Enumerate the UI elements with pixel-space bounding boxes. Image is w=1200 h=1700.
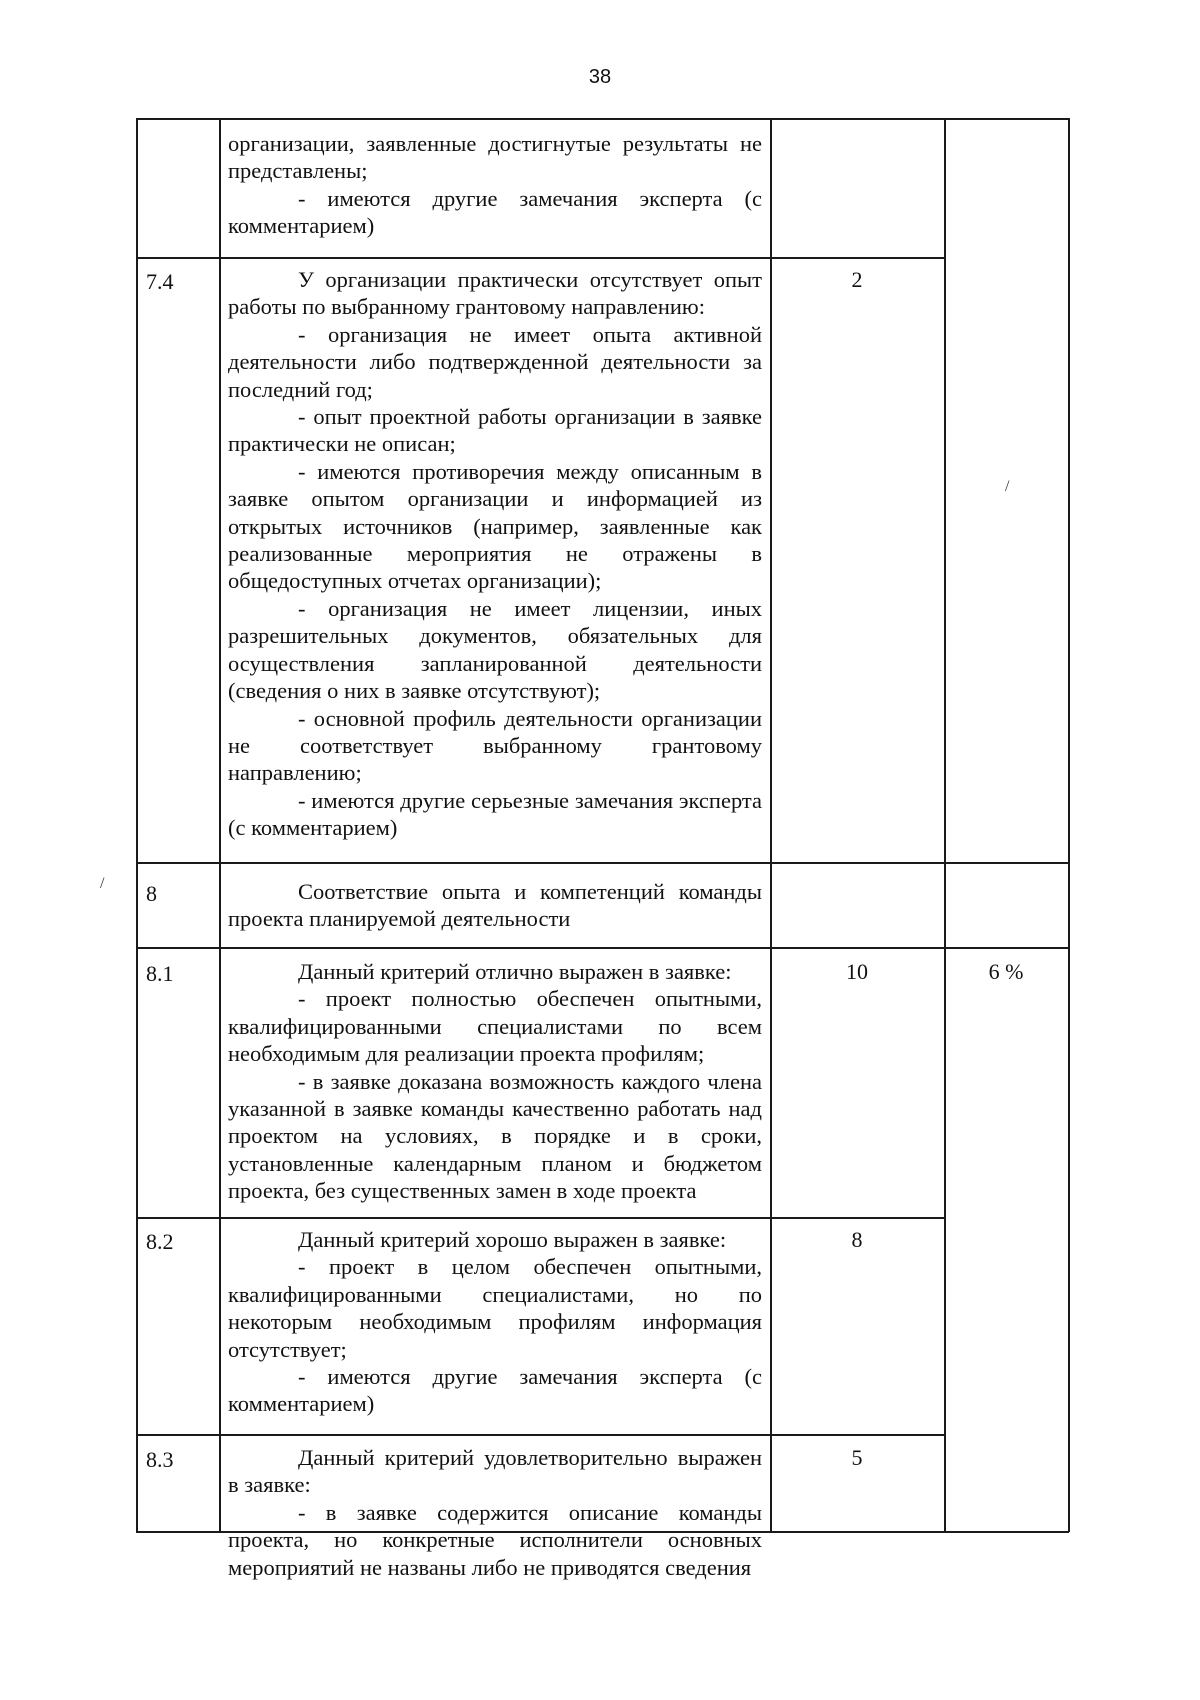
- row-8-3-score: 5: [851, 1445, 863, 1470]
- table-border-left: [136, 118, 138, 1532]
- scan-speck: /: [1005, 478, 1010, 495]
- criterion-paragraph: - организация не имеет опыта активной деятельности либо подтвержденной деятельности за последний год;: [228, 321, 762, 402]
- row-8-3-number: 8.3: [146, 1447, 174, 1472]
- criterion-paragraph: - имеются другие серьезные замечания эксперта (с комментарием): [228, 787, 762, 841]
- table-border-top: [136, 118, 1069, 120]
- row-7-4-description: [228, 266, 762, 842]
- row-divider: [136, 1217, 946, 1219]
- criterion-paragraph: организации, заявленные достигнутые результаты не представлены;: [228, 131, 762, 184]
- row-8-3-description: [228, 1444, 762, 1581]
- criterion-title: Соответствие опыта и компетенций команды проекта планируемой деятельности: [228, 879, 762, 932]
- row-divider: [136, 257, 946, 259]
- criterion-paragraph: - имеются противоречия между описанным в заявке опытом организации и информацией из открытых источников (например, заявленные как реализованные мероприятия не отражены в общедоступных отчетах организации);: [228, 458, 762, 594]
- row-8-2-number: 8.2: [146, 1229, 174, 1254]
- row-divider: [136, 1434, 946, 1436]
- criterion-paragraph: - в заявке доказана возможность каждого члена указанной в заявке команды качественно работать над проектом на условиях, в порядке и в сроки, установленные календарным планом и бюджетом проекта, без существенных замен в ходе проекта: [228, 1068, 762, 1204]
- criterion-paragraph: - основной профиль деятельности организации не соответствует выбранному грантовому направлению;: [228, 705, 762, 786]
- criterion-paragraph: - в заявке содержится описание команды проекта, но конкретные исполнители основных мероприятий не названы либо не приводятся сведения: [228, 1499, 762, 1580]
- scan-speck: /: [100, 875, 105, 892]
- row-8-1-description: [228, 958, 762, 1205]
- table-divider-weight: [944, 118, 946, 1532]
- row-7-4-score: 2: [851, 267, 863, 292]
- row-8-1-number: 8.1: [146, 961, 174, 986]
- criterion-paragraph: Данный критерий удовлетворительно выражен в заявке:: [228, 1445, 762, 1498]
- row-8-2-description: [228, 1226, 762, 1418]
- criterion-paragraph: Данный критерий отлично выражен в заявке:: [298, 959, 732, 984]
- table-divider-num: [219, 118, 221, 1532]
- criterion-paragraph: - опыт проектной работы организации в заявке практически не описан;: [228, 404, 762, 457]
- row-divider: [136, 947, 1069, 949]
- criterion-paragraph: - организация не имеет лицензии, иных разрешительных документов, обязательных для осуществления запланированной деятельности (сведения о них в заявке отсутствуют);: [228, 595, 762, 704]
- criterion-paragraph: У организации практически отсутствует опыт работы по выбранному грантовому направлению:: [228, 267, 762, 320]
- row-8-number: 8: [146, 881, 157, 906]
- table-divider-score: [770, 118, 772, 1532]
- criterion-paragraph: - проект в целом обеспечен опытными, квалифицированными специалистами, но по некоторым необходимым профилям информация отсутствует;: [228, 1254, 762, 1362]
- page-number: 38: [588, 66, 612, 88]
- table-border-right: [1068, 118, 1070, 1532]
- row-8-1-score: 10: [846, 959, 868, 984]
- criterion-paragraph: Данный критерий хорошо выражен в заявке:: [298, 1227, 727, 1252]
- row-8-description: [228, 878, 762, 933]
- criterion-paragraph: - имеются другие замечания эксперта (с комментарием): [228, 1364, 762, 1417]
- row-divider: [136, 862, 1069, 864]
- criterion-paragraph: - имеются другие замечания эксперта (с комментарием): [228, 185, 762, 239]
- criterion-paragraph: - проект полностью обеспечен опытными, квалифицированными специалистами по всем необходимым для реализации проекта профилям;: [228, 986, 762, 1067]
- row-8-2-score: 8: [851, 1227, 863, 1252]
- row-8-1-weight: 6 %: [988, 959, 1024, 984]
- row-7-4-number: 7.4: [146, 269, 174, 294]
- row-cont-description: [228, 130, 762, 240]
